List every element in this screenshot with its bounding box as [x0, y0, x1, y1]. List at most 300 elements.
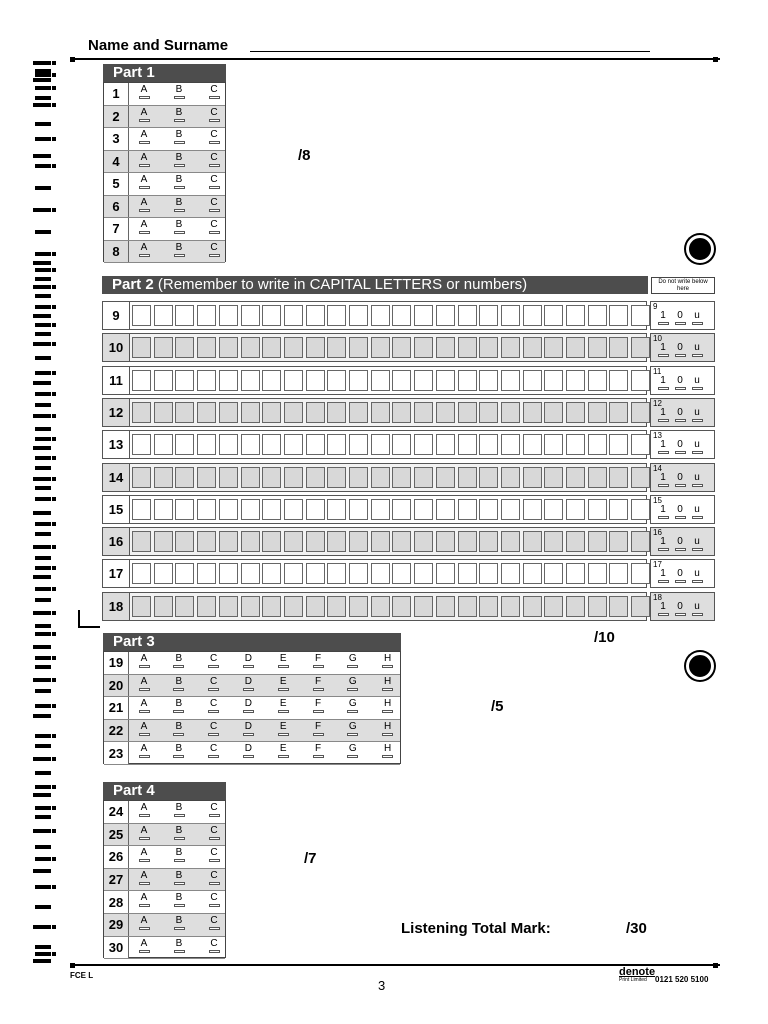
letter-box[interactable]: [175, 531, 194, 552]
option-bubble[interactable]: [174, 186, 185, 189]
letter-box[interactable]: [479, 434, 498, 455]
part1-option-b[interactable]: [170, 129, 188, 144]
option-bubble[interactable]: [278, 710, 289, 713]
letter-box[interactable]: [175, 596, 194, 617]
letter-box[interactable]: [392, 563, 411, 584]
letter-box[interactable]: [241, 467, 260, 488]
score-bubble[interactable]: [692, 613, 703, 616]
part3-option-g[interactable]: [344, 676, 362, 691]
letter-box[interactable]: [544, 499, 563, 520]
letter-box[interactable]: [436, 563, 455, 584]
option-bubble[interactable]: [209, 837, 220, 840]
letter-box[interactable]: [501, 467, 520, 488]
option-bubble[interactable]: [209, 254, 220, 257]
letter-box[interactable]: [414, 596, 433, 617]
letter-box[interactable]: [349, 402, 368, 423]
letter-box[interactable]: [631, 563, 650, 584]
score-bubble[interactable]: [675, 613, 686, 616]
part4-option-c[interactable]: [205, 870, 223, 885]
letter-box[interactable]: [154, 402, 173, 423]
letter-box[interactable]: [479, 305, 498, 326]
letter-box[interactable]: [458, 596, 477, 617]
part4-option-b[interactable]: [170, 938, 188, 953]
letter-box[interactable]: [306, 499, 325, 520]
score-bubble[interactable]: [658, 354, 669, 357]
score-option[interactable]: [691, 504, 703, 519]
letter-box[interactable]: [544, 531, 563, 552]
part3-option-c[interactable]: [205, 698, 223, 713]
option-bubble[interactable]: [278, 688, 289, 691]
option-bubble[interactable]: [209, 141, 220, 144]
letter-box[interactable]: [631, 370, 650, 391]
letter-box[interactable]: [349, 499, 368, 520]
part4-option-c[interactable]: [205, 915, 223, 930]
letter-box[interactable]: [349, 531, 368, 552]
option-bubble[interactable]: [243, 665, 254, 668]
letter-box[interactable]: [132, 467, 151, 488]
option-bubble[interactable]: [174, 927, 185, 930]
option-bubble[interactable]: [209, 814, 220, 817]
part3-option-f[interactable]: [309, 698, 327, 713]
part4-option-c[interactable]: [205, 802, 223, 817]
option-bubble[interactable]: [173, 733, 184, 736]
letter-box[interactable]: [241, 596, 260, 617]
score-option[interactable]: [657, 439, 669, 454]
part1-option-a[interactable]: [135, 242, 153, 257]
letter-box[interactable]: [219, 467, 238, 488]
option-bubble[interactable]: [347, 688, 358, 691]
score-option[interactable]: [657, 472, 669, 487]
letter-box[interactable]: [284, 596, 303, 617]
letter-box[interactable]: [414, 434, 433, 455]
letter-box[interactable]: [458, 563, 477, 584]
option-bubble[interactable]: [173, 688, 184, 691]
letter-box[interactable]: [327, 370, 346, 391]
score-option[interactable]: [657, 568, 669, 583]
letter-box[interactable]: [414, 499, 433, 520]
score-bubble[interactable]: [692, 484, 703, 487]
letter-box[interactable]: [175, 434, 194, 455]
letter-box[interactable]: [588, 434, 607, 455]
option-bubble[interactable]: [278, 733, 289, 736]
option-bubble[interactable]: [278, 755, 289, 758]
option-bubble[interactable]: [139, 96, 150, 99]
option-bubble[interactable]: [209, 164, 220, 167]
letter-box[interactable]: [284, 563, 303, 584]
letter-box[interactable]: [392, 434, 411, 455]
letter-box[interactable]: [349, 337, 368, 358]
part4-option-c[interactable]: [205, 847, 223, 862]
part3-option-d[interactable]: [239, 653, 257, 668]
letter-box[interactable]: [609, 305, 628, 326]
option-bubble[interactable]: [139, 927, 150, 930]
letter-box[interactable]: [154, 434, 173, 455]
letter-box[interactable]: [306, 305, 325, 326]
part1-option-b[interactable]: [170, 197, 188, 212]
option-bubble[interactable]: [313, 665, 324, 668]
letter-box[interactable]: [241, 402, 260, 423]
score-option[interactable]: [691, 407, 703, 422]
part3-option-a[interactable]: [135, 676, 153, 691]
letter-box[interactable]: [588, 563, 607, 584]
part4-option-c[interactable]: [205, 938, 223, 953]
letter-box[interactable]: [327, 563, 346, 584]
part3-option-a[interactable]: [135, 653, 153, 668]
letter-box[interactable]: [306, 531, 325, 552]
letter-box[interactable]: [262, 337, 281, 358]
letter-box[interactable]: [436, 305, 455, 326]
letter-box[interactable]: [631, 434, 650, 455]
score-bubble[interactable]: [675, 580, 686, 583]
option-bubble[interactable]: [139, 837, 150, 840]
letter-box[interactable]: [566, 337, 585, 358]
letter-box[interactable]: [175, 305, 194, 326]
letter-box[interactable]: [371, 531, 390, 552]
letter-box[interactable]: [371, 467, 390, 488]
letter-box[interactable]: [132, 531, 151, 552]
letter-box[interactable]: [609, 563, 628, 584]
letter-box[interactable]: [197, 305, 216, 326]
part1-option-a[interactable]: [135, 84, 153, 99]
part1-option-a[interactable]: [135, 107, 153, 122]
letter-box[interactable]: [436, 434, 455, 455]
score-bubble[interactable]: [692, 322, 703, 325]
score-bubble[interactable]: [692, 354, 703, 357]
option-bubble[interactable]: [208, 755, 219, 758]
letter-box[interactable]: [197, 337, 216, 358]
letter-box[interactable]: [436, 499, 455, 520]
option-bubble[interactable]: [208, 710, 219, 713]
score-option[interactable]: [674, 536, 686, 551]
letter-box[interactable]: [284, 402, 303, 423]
letter-box[interactable]: [154, 337, 173, 358]
letter-box[interactable]: [566, 370, 585, 391]
letter-box[interactable]: [371, 499, 390, 520]
option-bubble[interactable]: [313, 710, 324, 713]
score-option[interactable]: [674, 407, 686, 422]
letter-box[interactable]: [523, 434, 542, 455]
option-bubble[interactable]: [208, 665, 219, 668]
part4-option-c[interactable]: [205, 825, 223, 840]
letter-box[interactable]: [327, 305, 346, 326]
part3-option-d[interactable]: [239, 743, 257, 758]
letter-box[interactable]: [132, 434, 151, 455]
letter-box[interactable]: [154, 467, 173, 488]
part3-option-f[interactable]: [309, 743, 327, 758]
option-bubble[interactable]: [173, 755, 184, 758]
score-bubble[interactable]: [675, 387, 686, 390]
option-bubble[interactable]: [208, 688, 219, 691]
letter-box[interactable]: [609, 596, 628, 617]
part4-option-a[interactable]: [135, 915, 153, 930]
score-bubble[interactable]: [675, 354, 686, 357]
letter-box[interactable]: [414, 467, 433, 488]
part3-option-g[interactable]: [344, 698, 362, 713]
letter-box[interactable]: [414, 402, 433, 423]
option-bubble[interactable]: [243, 688, 254, 691]
letter-box[interactable]: [284, 499, 303, 520]
score-option[interactable]: [657, 407, 669, 422]
letter-box[interactable]: [371, 370, 390, 391]
letter-box[interactable]: [371, 434, 390, 455]
letter-box[interactable]: [241, 499, 260, 520]
letter-box[interactable]: [371, 337, 390, 358]
letter-box[interactable]: [544, 402, 563, 423]
score-option[interactable]: [674, 439, 686, 454]
letter-box[interactable]: [631, 531, 650, 552]
letter-box[interactable]: [219, 370, 238, 391]
score-option[interactable]: [674, 375, 686, 390]
letter-box[interactable]: [479, 467, 498, 488]
letter-box[interactable]: [544, 467, 563, 488]
option-bubble[interactable]: [382, 733, 393, 736]
letter-box[interactable]: [414, 305, 433, 326]
letter-box[interactable]: [306, 563, 325, 584]
part3-option-d[interactable]: [239, 721, 257, 736]
score-bubble[interactable]: [658, 451, 669, 454]
part3-option-b[interactable]: [170, 721, 188, 736]
letter-box[interactable]: [458, 337, 477, 358]
letter-box[interactable]: [262, 563, 281, 584]
option-bubble[interactable]: [209, 96, 220, 99]
option-bubble[interactable]: [382, 688, 393, 691]
option-bubble[interactable]: [139, 254, 150, 257]
letter-box[interactable]: [306, 402, 325, 423]
letter-box[interactable]: [392, 305, 411, 326]
letter-box[interactable]: [284, 305, 303, 326]
score-option[interactable]: [691, 536, 703, 551]
letter-box[interactable]: [501, 305, 520, 326]
part4-option-a[interactable]: [135, 892, 153, 907]
letter-box[interactable]: [175, 337, 194, 358]
letter-box[interactable]: [154, 596, 173, 617]
option-bubble[interactable]: [174, 119, 185, 122]
letter-box[interactable]: [588, 531, 607, 552]
letter-box[interactable]: [219, 305, 238, 326]
score-option[interactable]: [691, 472, 703, 487]
option-bubble[interactable]: [139, 733, 150, 736]
letter-box[interactable]: [501, 434, 520, 455]
letter-box[interactable]: [327, 467, 346, 488]
letter-box[interactable]: [631, 305, 650, 326]
score-bubble[interactable]: [692, 548, 703, 551]
option-bubble[interactable]: [139, 119, 150, 122]
letter-box[interactable]: [479, 596, 498, 617]
part4-option-b[interactable]: [170, 847, 188, 862]
letter-box[interactable]: [197, 402, 216, 423]
option-bubble[interactable]: [209, 882, 220, 885]
option-bubble[interactable]: [382, 665, 393, 668]
letter-box[interactable]: [479, 370, 498, 391]
letter-box[interactable]: [284, 337, 303, 358]
score-bubble[interactable]: [658, 548, 669, 551]
option-bubble[interactable]: [209, 950, 220, 953]
part1-option-b[interactable]: [170, 152, 188, 167]
option-bubble[interactable]: [139, 141, 150, 144]
letter-box[interactable]: [458, 370, 477, 391]
letter-box[interactable]: [479, 499, 498, 520]
part1-option-c[interactable]: [205, 219, 223, 234]
score-option[interactable]: [691, 375, 703, 390]
option-bubble[interactable]: [243, 755, 254, 758]
letter-box[interactable]: [349, 596, 368, 617]
option-bubble[interactable]: [243, 733, 254, 736]
score-bubble[interactable]: [658, 484, 669, 487]
option-bubble[interactable]: [174, 96, 185, 99]
name-surname-field[interactable]: [250, 51, 650, 52]
letter-box[interactable]: [566, 305, 585, 326]
letter-box[interactable]: [479, 531, 498, 552]
letter-box[interactable]: [262, 499, 281, 520]
letter-box[interactable]: [262, 370, 281, 391]
part3-option-h[interactable]: [379, 698, 397, 713]
score-option[interactable]: [691, 601, 703, 616]
letter-box[interactable]: [154, 531, 173, 552]
score-option[interactable]: [691, 310, 703, 325]
letter-box[interactable]: [154, 370, 173, 391]
letter-box[interactable]: [458, 531, 477, 552]
letter-box[interactable]: [327, 596, 346, 617]
letter-box[interactable]: [609, 531, 628, 552]
part3-option-e[interactable]: [274, 743, 292, 758]
letter-box[interactable]: [197, 499, 216, 520]
option-bubble[interactable]: [347, 665, 358, 668]
part1-option-b[interactable]: [170, 219, 188, 234]
letter-box[interactable]: [175, 563, 194, 584]
letter-box[interactable]: [566, 402, 585, 423]
letter-box[interactable]: [588, 467, 607, 488]
option-bubble[interactable]: [174, 882, 185, 885]
option-bubble[interactable]: [174, 950, 185, 953]
letter-box[interactable]: [458, 467, 477, 488]
letter-box[interactable]: [241, 434, 260, 455]
letter-box[interactable]: [566, 596, 585, 617]
option-bubble[interactable]: [243, 710, 254, 713]
letter-box[interactable]: [588, 305, 607, 326]
part4-option-b[interactable]: [170, 802, 188, 817]
part3-option-g[interactable]: [344, 653, 362, 668]
part3-option-b[interactable]: [170, 743, 188, 758]
score-bubble[interactable]: [658, 613, 669, 616]
part3-option-c[interactable]: [205, 721, 223, 736]
part1-option-c[interactable]: [205, 152, 223, 167]
part3-option-d[interactable]: [239, 676, 257, 691]
letter-box[interactable]: [544, 337, 563, 358]
score-bubble[interactable]: [658, 516, 669, 519]
letter-box[interactable]: [197, 563, 216, 584]
letter-box[interactable]: [566, 467, 585, 488]
part1-option-a[interactable]: [135, 174, 153, 189]
letter-box[interactable]: [523, 337, 542, 358]
score-bubble[interactable]: [675, 548, 686, 551]
letter-box[interactable]: [523, 531, 542, 552]
letter-box[interactable]: [241, 563, 260, 584]
letter-box[interactable]: [436, 596, 455, 617]
letter-box[interactable]: [306, 434, 325, 455]
letter-box[interactable]: [631, 337, 650, 358]
option-bubble[interactable]: [174, 859, 185, 862]
part4-option-a[interactable]: [135, 938, 153, 953]
part3-option-h[interactable]: [379, 676, 397, 691]
score-bubble[interactable]: [692, 387, 703, 390]
letter-box[interactable]: [392, 499, 411, 520]
score-option[interactable]: [674, 472, 686, 487]
letter-box[interactable]: [371, 596, 390, 617]
part3-option-e[interactable]: [274, 698, 292, 713]
letter-box[interactable]: [154, 563, 173, 584]
part3-option-g[interactable]: [344, 721, 362, 736]
option-bubble[interactable]: [139, 688, 150, 691]
score-bubble[interactable]: [692, 419, 703, 422]
letter-box[interactable]: [458, 434, 477, 455]
letter-box[interactable]: [458, 402, 477, 423]
letter-box[interactable]: [436, 402, 455, 423]
letter-box[interactable]: [132, 370, 151, 391]
part4-option-a[interactable]: [135, 847, 153, 862]
letter-box[interactable]: [588, 337, 607, 358]
letter-box[interactable]: [175, 370, 194, 391]
part1-option-a[interactable]: [135, 152, 153, 167]
option-bubble[interactable]: [209, 904, 220, 907]
letter-box[interactable]: [262, 531, 281, 552]
letter-box[interactable]: [588, 499, 607, 520]
option-bubble[interactable]: [174, 837, 185, 840]
option-bubble[interactable]: [139, 710, 150, 713]
option-bubble[interactable]: [174, 231, 185, 234]
letter-box[interactable]: [327, 531, 346, 552]
letter-box[interactable]: [609, 434, 628, 455]
letter-box[interactable]: [306, 370, 325, 391]
letter-box[interactable]: [132, 563, 151, 584]
letter-box[interactable]: [327, 402, 346, 423]
score-option[interactable]: [674, 342, 686, 357]
part3-option-h[interactable]: [379, 743, 397, 758]
letter-box[interactable]: [219, 531, 238, 552]
letter-box[interactable]: [414, 370, 433, 391]
letter-box[interactable]: [566, 563, 585, 584]
part1-option-c[interactable]: [205, 174, 223, 189]
option-bubble[interactable]: [139, 186, 150, 189]
score-option[interactable]: [691, 568, 703, 583]
score-bubble[interactable]: [692, 451, 703, 454]
letter-box[interactable]: [327, 337, 346, 358]
score-bubble[interactable]: [692, 580, 703, 583]
option-bubble[interactable]: [139, 164, 150, 167]
letter-box[interactable]: [631, 499, 650, 520]
option-bubble[interactable]: [139, 209, 150, 212]
score-option[interactable]: [691, 342, 703, 357]
part3-option-e[interactable]: [274, 653, 292, 668]
score-option[interactable]: [674, 601, 686, 616]
letter-box[interactable]: [132, 337, 151, 358]
letter-box[interactable]: [154, 305, 173, 326]
part3-option-f[interactable]: [309, 676, 327, 691]
option-bubble[interactable]: [174, 814, 185, 817]
letter-box[interactable]: [392, 467, 411, 488]
part3-option-b[interactable]: [170, 676, 188, 691]
option-bubble[interactable]: [209, 859, 220, 862]
option-bubble[interactable]: [313, 733, 324, 736]
letter-box[interactable]: [132, 305, 151, 326]
letter-box[interactable]: [241, 337, 260, 358]
letter-box[interactable]: [284, 370, 303, 391]
letter-box[interactable]: [241, 305, 260, 326]
part4-option-c[interactable]: [205, 892, 223, 907]
letter-box[interactable]: [588, 370, 607, 391]
part1-option-a[interactable]: [135, 219, 153, 234]
part3-option-c[interactable]: [205, 676, 223, 691]
letter-box[interactable]: [306, 596, 325, 617]
